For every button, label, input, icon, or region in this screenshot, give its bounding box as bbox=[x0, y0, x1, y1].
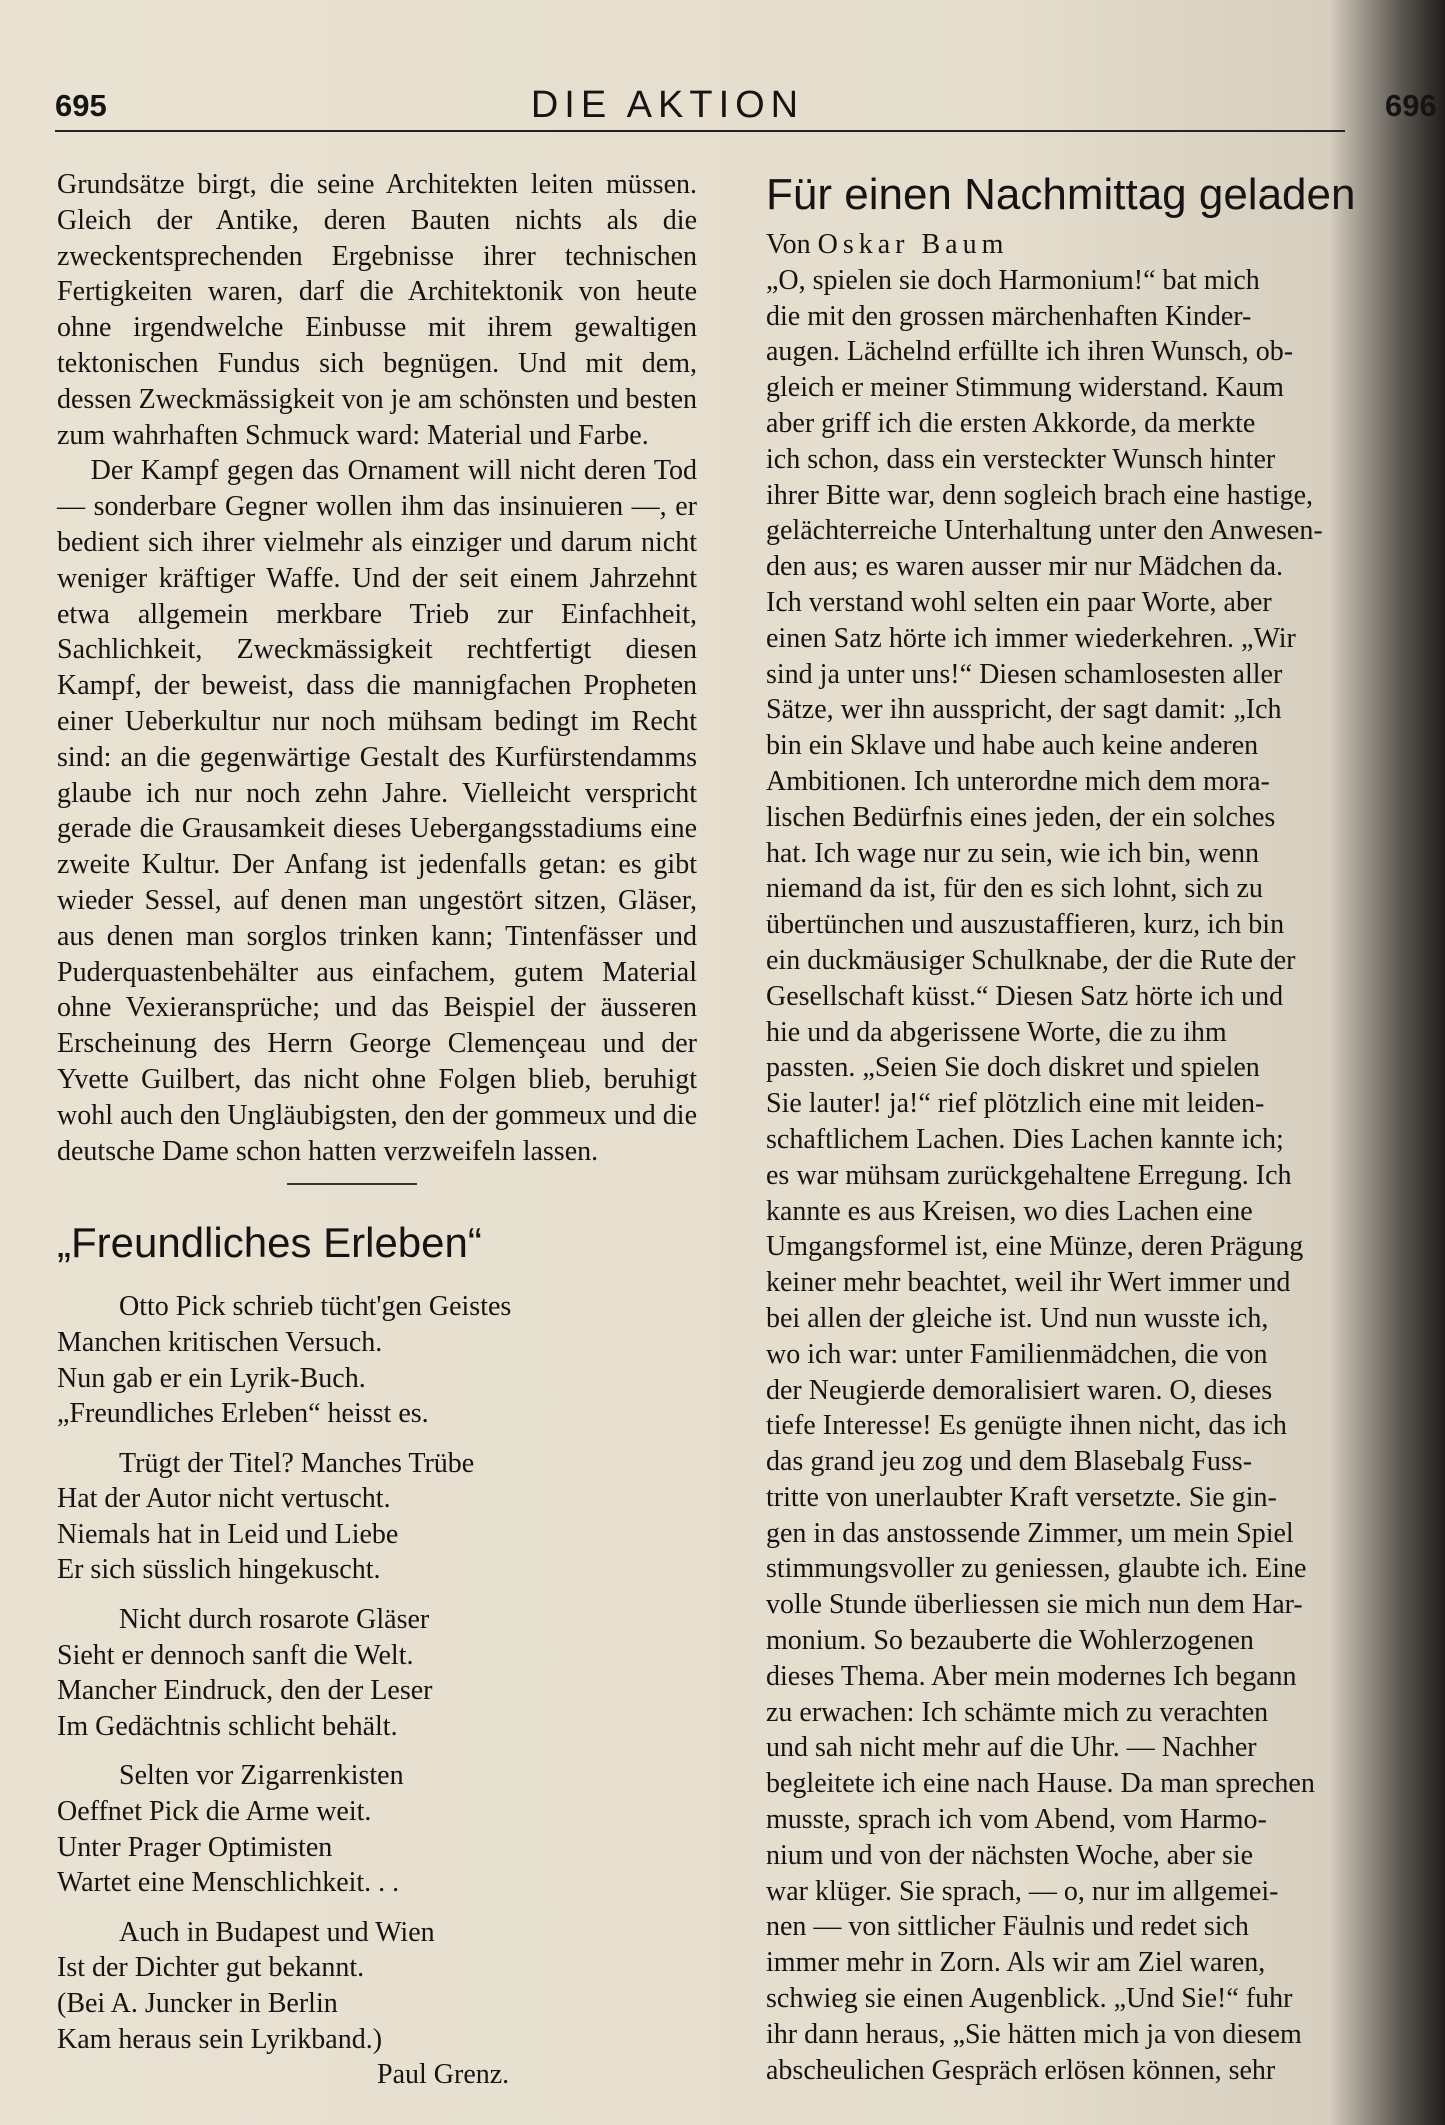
poem-line: Er sich süsslich hingekuscht. bbox=[57, 1554, 381, 1586]
story-line: Umgangsformel ist, eine Münze, deren Prägung bbox=[766, 1231, 1304, 1263]
poem-stanza bbox=[57, 1602, 697, 1744]
story-line: kannte es aus Kreisen, wo dies Lachen eine bbox=[766, 1195, 1253, 1227]
story-line: bin ein Sklave und habe auch keine anderen bbox=[766, 730, 1259, 762]
story-line: das grand jeu zog und dem Blasebalg Fuss- bbox=[766, 1446, 1253, 1478]
story-line: übertünchen und auszustaffieren, kurz, ich bin bbox=[766, 909, 1285, 941]
story-line: und sah nicht mehr auf die Uhr. — Nachher bbox=[766, 1732, 1257, 1764]
story-line: es war mühsam zurückgehaltene Erregung. Ich bbox=[766, 1159, 1292, 1191]
poem-stanza bbox=[57, 1289, 697, 1431]
poem-line: (Bei A. Juncker in Berlin bbox=[57, 1988, 338, 2019]
story-line: nen — von sittlicher Fäulnis und redet sich bbox=[766, 1911, 1249, 1943]
poem-line: Sieht er dennoch sanft die Welt. bbox=[57, 1639, 414, 1671]
poem-line: Mancher Eindruck, den der Leser bbox=[57, 1675, 433, 1707]
left-column bbox=[57, 167, 697, 2107]
story-line: die mit den grossen märchenhaften Kinder- bbox=[766, 300, 1252, 332]
story-line: Ich verstand wohl selten ein paar Worte, aber bbox=[766, 586, 1272, 618]
story-line: gelächterreiche Unterhaltung unter den Anwesen- bbox=[766, 515, 1323, 547]
page-number-right: 696 bbox=[1385, 88, 1437, 123]
story-line: Sie lauter! ja!“ rief plötzlich eine mit leiden- bbox=[766, 1088, 1265, 1120]
story-line: keiner mehr beachtet, weil ihr Wert immer und bbox=[766, 1267, 1291, 1299]
story-line: Sätze, wer ihn ausspricht, der sagt damit: „Ich bbox=[766, 694, 1282, 726]
story-line: niemand da ist, für den es sich lohnt, sich zu bbox=[766, 873, 1263, 905]
story-line: bei allen der gleiche ist. Und nun wusste ich, bbox=[766, 1302, 1269, 1334]
story-line: dieses Thema. Aber mein modernes Ich begann bbox=[766, 1660, 1297, 1692]
article-paragraph: Der Kampf gegen das Ornament will nicht deren Tod — sonderbare Gegner wollen ihm das insinuieren —, er bedient sich ihrer vielmehr als einziger und darum nicht weniger kräftiger Waffe. Und der seit einem Jahrzehnt etwa allgemein merkbare Trieb zur Einfachheit, Sachlichkeit, Zweckmässigkeit rechtfertigt diesen Kampf, der beweist, dass die mannigfachen Propheten einer Ueberkultur nur noch mühsam bedingt im Recht sind: an die gegenwärtige Gestalt des Kurfürstendamms glaube ich nur noch zehn Jahre. Vielleicht verspricht gerade die Grausamkeit dieses Uebergangsstadiums eine zweite Kultur. Der Anfang ist jedenfalls getan: es gibt wieder Sessel, auf denen man ungestört sitzen, Gläser, aus denen man sorglos trinken kann; Tintenfässer und Puderquastenbehälter aus einfachem, gutem Material ohne Vexieransprüche; und das Beispiel der äusseren Erscheinung des Herrn George Clemençeau und der Yvette Guilbert, das nicht ohne Folgen blieb, beruhigt wohl auch den Ungläubigsten, den der gommeux und die deutsche Dame schon hatten verzweifeln lassen. bbox=[57, 455, 697, 1167]
header-rule bbox=[55, 130, 1345, 132]
poem-title: „Freundliches Erleben“ bbox=[57, 1219, 482, 1267]
story-line: aber griff ich die ersten Akkorde, da merkte bbox=[766, 407, 1256, 439]
right-column bbox=[766, 167, 1406, 2088]
story-line: musste, sprach ich vom Abend, vom Harmo- bbox=[766, 1804, 1267, 1836]
poem-line: Manchen kritischen Versuch. bbox=[57, 1326, 383, 1358]
story-line: stimmungsvoller zu geniessen, glaubte ich. Eine bbox=[766, 1553, 1307, 1585]
story-line: Gesellschaft küsst.“ Diesen Satz hörte ich und bbox=[766, 980, 1284, 1012]
story-line: tritte von unerlaubter Kraft versetzte. Sie gin- bbox=[766, 1481, 1277, 1513]
story-line: gen in das anstossende Zimmer, um mein Spiel bbox=[766, 1517, 1294, 1549]
poem-author: Paul Grenz. bbox=[377, 2059, 510, 2091]
story-line: Ambitionen. Ich unterordne mich dem mora- bbox=[766, 765, 1270, 797]
section-divider bbox=[287, 1183, 417, 1185]
story-line: schwieg sie einen Augenblick. „Und Sie!“ fuhr bbox=[766, 1983, 1293, 2015]
byline-prefix: Von bbox=[766, 229, 811, 260]
story-line: volle Stunde überliessen sie mich nun dem Har- bbox=[766, 1589, 1303, 1621]
poem-line: Otto Pick schrieb tücht'gen Geistes bbox=[119, 1291, 512, 1323]
story-line: einen Satz hörte ich immer wiederkehren. „Wir bbox=[766, 622, 1296, 654]
poem-line: Auch in Budapest und Wien bbox=[119, 1916, 435, 1948]
story-line: lischen Bedürfnis eines jeden, der ein solches bbox=[766, 801, 1276, 833]
poem-stanza bbox=[57, 1915, 697, 2093]
poem-stanza bbox=[57, 1446, 697, 1588]
story-line: nium und von der nächsten Woche, aber sie bbox=[766, 1839, 1254, 1871]
poem-line: Oeffnet Pick die Arme weit. bbox=[57, 1796, 372, 1828]
article-paragraph: Grundsätze birgt, die seine Architekten leiten müssen. Gleich der Antike, deren Bauten nichts als die zweckentsprechenden Ergebnisse ihrer technischen Fertigkeiten waren, darf die Architektonik von heute ohne irgendwelche Einbusse mit ihrem gewaltigen tektonischen Fundus sich begnügen. Und mit dem, dessen Zweckmässigkeit von je am schönsten und besten zum wahrhaften Schmuck ward: Material und Farbe. bbox=[57, 169, 697, 451]
story-author: Oskar Baum bbox=[817, 229, 1009, 260]
story-line: zu erwachen: Ich schämte mich zu verachten bbox=[766, 1696, 1269, 1728]
poem-line: Selten vor Zigarrenkisten bbox=[119, 1760, 404, 1792]
story-text bbox=[766, 263, 1406, 2089]
poem-line: Niemals hat in Leid und Liebe bbox=[57, 1518, 399, 1550]
story-line: wo ich war: unter Familienmädchen, die von bbox=[766, 1338, 1268, 1370]
story-line: den aus; es waren ausser mir nur Mädchen da. bbox=[766, 551, 1284, 583]
poem-stanza bbox=[57, 1758, 697, 1900]
page-number-left: 695 bbox=[55, 88, 107, 123]
story-line: abscheulichen Gespräch erlösen können, sehr bbox=[766, 2054, 1276, 2086]
poem-line: Unter Prager Optimisten bbox=[57, 1831, 333, 1863]
story-line: „O, spielen sie doch Harmonium!“ bat mich bbox=[766, 264, 1260, 296]
story-line: schaftlichem Lachen. Dies Lachen kannte ich; bbox=[766, 1123, 1284, 1155]
story-line: immer mehr in Zorn. Als wir am Ziel waren, bbox=[766, 1947, 1266, 1979]
byline bbox=[766, 227, 1406, 263]
story-line: ein duckmäusiger Schulknabe, der die Rute der bbox=[766, 944, 1296, 976]
story-line: der Neugierde demoralisiert waren. O, dieses bbox=[766, 1374, 1273, 1406]
story-line: monium. So bezauberte die Wohlerzogenen bbox=[766, 1625, 1254, 1657]
story-line: ich schon, dass ein versteckter Wunsch hinter bbox=[766, 443, 1276, 475]
story-line: hat. Ich wage nur zu sein, wie ich bin, wenn bbox=[766, 837, 1259, 869]
story-line: hie und da abgerissene Worte, die zu ihm bbox=[766, 1016, 1227, 1048]
running-header bbox=[55, 84, 1437, 128]
story-line: sind ja unter uns!“ Diesen schamlosesten aller bbox=[766, 658, 1283, 690]
poem-line: Trügt der Titel? Manches Trübe bbox=[119, 1447, 475, 1479]
poem-line: Nicht durch rosarote Gläser bbox=[119, 1604, 430, 1636]
poem-line: „Freundliches Erleben“ heisst es. bbox=[57, 1398, 429, 1430]
story-line: passten. „Seien Sie doch diskret und spielen bbox=[766, 1052, 1260, 1084]
story-line: augen. Lächelnd erfüllte ich ihren Wunsch, ob- bbox=[766, 336, 1294, 368]
story-line: war klüger. Sie sprach, — o, nur im allgemei- bbox=[766, 1875, 1279, 1907]
story-line: begleitete ich eine nach Hause. Da man sprechen bbox=[766, 1768, 1315, 1800]
story-line: tiefe Interesse! Es genügte ihnen nicht, das ich bbox=[766, 1410, 1287, 1442]
poem-line: Im Gedächtnis schlicht behält. bbox=[57, 1710, 398, 1742]
poem-line: Hat der Autor nicht vertuscht. bbox=[57, 1483, 391, 1515]
story-line: gleich er meiner Stimmung widerstand. Kaum bbox=[766, 372, 1284, 404]
poem-line: Wartet eine Menschlichkeit. . . bbox=[57, 1867, 400, 1899]
poem-line: Kam heraus sein Lyrikband.) bbox=[57, 2023, 383, 2055]
story-line: ihr dann heraus, „Sie hätten mich ja von diesem bbox=[766, 2018, 1302, 2050]
poem-line: Ist der Dichter gut bekannt. bbox=[57, 1952, 365, 1984]
poem-line: Nun gab er ein Lyrik-Buch. bbox=[57, 1362, 366, 1394]
story-line: ihrer Bitte war, denn sogleich brach eine hastige, bbox=[766, 479, 1314, 511]
masthead-title: DIE AKTION bbox=[530, 84, 805, 126]
story-title: Für einen Nachmittag geladen bbox=[766, 170, 1356, 219]
